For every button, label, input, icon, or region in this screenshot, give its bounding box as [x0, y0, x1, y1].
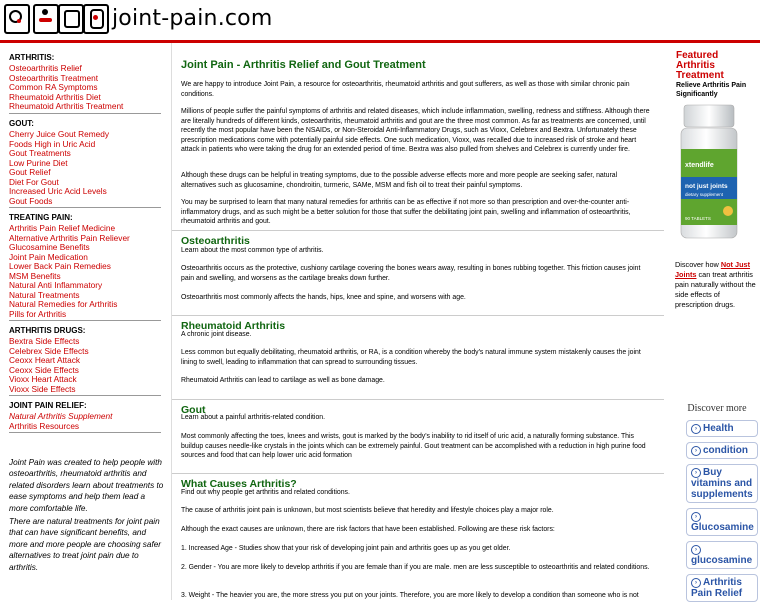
magnifier-logo-icon[interactable]	[4, 4, 30, 34]
sidebar-link[interactable]: Gout Foods	[9, 195, 53, 206]
featured-title[interactable]: Featured Arthritis Treatment	[676, 50, 724, 81]
risk-factor: 3. Weight - The heavier you are, the more stress you put on your joints. Therefore, you are more likely to develop a condition than someone who is not	[181, 592, 639, 599]
section-paragraph: Although the exact causes are unknown, there are risk factors that have been established. Following are these risk factors:	[181, 526, 555, 533]
arrow-circle-icon: ›	[691, 424, 701, 434]
sidebar-link[interactable]: Joint Pain Medication	[9, 251, 88, 262]
discover-label: Arthritis Pain Relief	[691, 577, 743, 599]
page-title: Joint Pain - Arthritis Relief and Gout Treatment	[181, 59, 426, 71]
risk-factor: 2. Gender - You are more likely to develop arthritis if you are female than if you are male. men are less susceptible to osteoarthritis and related conditions.	[181, 564, 650, 571]
sidebar-link[interactable]: Pills for Arthritis	[9, 308, 67, 319]
desc-pre: Discover how	[675, 260, 721, 269]
discover-glucosamine-button[interactable]	[686, 508, 758, 536]
sidebar-link[interactable]: Rheumatoid Arthritis Diet	[9, 91, 101, 102]
sidebar-link[interactable]: Diet For Gout	[9, 176, 59, 187]
discover-more-box	[676, 403, 758, 607]
sidebar-link[interactable]: Low Purine Diet	[9, 157, 68, 168]
sidebar-link[interactable]: Ceoxx Heart Attack	[9, 355, 81, 365]
sidebar-link[interactable]: Natural Treatments	[9, 289, 80, 300]
sidebar-link[interactable]: Gout Treatments	[9, 148, 71, 158]
intro-paragraph: You may be surprised to learn that many natural remedies for arthritis can be as effective if not more so than prescription and over-the-counter anti-inflammatory drugs, and as such might be a better solution for those that suffer the debilitating joint pain, swelling and inflammation of osteoarthritis, rheumatoid arthritis and gout.	[181, 199, 631, 226]
about-paragraph: There are natural treatments for joint pain that can have significant benefits, and more and more people are choosing safer alternatives to treat joint pain due to arthritis.	[9, 517, 162, 572]
sidebar-link[interactable]: Gout Relief	[9, 167, 51, 177]
section-paragraph: Most commonly affecting the toes, knees and wrists, gout is marked by the body's inability to rid itself of uric acid, a naturally forming substance. This buildup causes needle-like crystals in the joints which can be extremely painful. Gout treatment can be accomplished with a reduction in high purine food sources and food that can help lower uric acid formation	[181, 433, 646, 460]
about-paragraph: Joint Pain was created to help people with osteoarthritis, rheumatoid arthritis and related disorders learn about treatments to ease symptoms and help them lead a more comfortable life.	[9, 458, 164, 513]
arrow-circle-icon: ›	[691, 446, 701, 456]
heading-text: Osteoarthritis	[181, 235, 250, 247]
bottle-count: 90 TABLETS	[685, 216, 711, 221]
main-content	[172, 43, 665, 600]
sidebar-link[interactable]: Alternative Arthritis Pain Reliever	[9, 232, 130, 243]
intro-paragraph: Millions of people suffer the painful symptoms of arthritis and related diseases, which include inflammation, swelling, redness and stiffness. Although there are literally hundreds of different kinds, osteoarthritis, rheumatoid arthritis and gout are the three most common. As far as treatments are concerned, until recently the most popular have been the NSAIDs, or Non-Steroidal Anti-Inflammatory Drugs, such as Vioxx, Celebrex and Bextra. Unfortunately these prescription medications come with potentially painful side effects. One such medication, Vioxx, was recalled due to increased risk of stroke and heart attack in patients who were taking the drug for an extended period of time. Bextra was also pulled from shelves and Celebrex is currently under fire.	[181, 108, 650, 154]
intro-paragraph: Although these drugs can be helpful in treating symptoms, due to the possible adverse effects more and more people are seeking safer, natural alternatives such as glucosamine, chondroitin, turmeric, SAMe, MSM and fish oil to treat their painful symptoms.	[181, 172, 618, 189]
sidebar-link[interactable]: Glucosamine Benefits	[9, 242, 90, 252]
bottle-brand: xtendlife	[685, 162, 714, 169]
sidebar-link[interactable]: Common RA Symptoms	[9, 82, 98, 92]
sidebar-link[interactable]: Vioxx Heart Attack	[9, 374, 77, 384]
section-lead: Learn about a painful arthritis-related condition.	[181, 414, 326, 421]
discover-condition-button[interactable]	[686, 442, 758, 459]
seal-icon	[723, 206, 733, 216]
section-paragraph: The cause of arthritis joint pain is unknown, but most scientists believe that heredity and lifestyle choices play a major role.	[181, 507, 554, 514]
sidebar-link[interactable]: Natural Arthritis Supplement	[9, 411, 113, 421]
sidebar-link[interactable]: Arthritis Resources	[9, 420, 80, 431]
sidebar-link[interactable]: Natural Anti Inflammatory	[9, 280, 103, 290]
section-paragraph: Osteoarthritis occurs as the protective, cushiony cartilage covering the bones wears away, resulting in bones rubbing together. This friction causes joint pain and swelling, and worsens as the cartilage breaks down further.	[181, 265, 641, 282]
section-title-arthritis-drugs: ARTHRITIS DRUGS:	[9, 326, 86, 335]
discover-vitamins-button[interactable]	[686, 464, 758, 503]
sidebar-link[interactable]: Vioxx Side Effects	[9, 383, 76, 394]
sidebar-link[interactable]: Bextra Side Effects	[9, 336, 80, 346]
section-title-treating-pain: TREATING PAIN:	[9, 213, 73, 222]
figure-logo-icon[interactable]	[33, 4, 59, 34]
sidebar-link[interactable]: Cherry Juice Gout Remedy	[9, 129, 110, 139]
heading-text: Rheumatoid Arthritis	[181, 320, 286, 332]
site-header	[0, 0, 760, 42]
hand-logo-icon[interactable]	[58, 4, 84, 34]
discover-arthritis-pain-relief-button[interactable]	[686, 574, 758, 602]
sidebar-link[interactable]: Lower Back Pain Remedies	[9, 261, 111, 271]
bottle-kind: dietary supplement	[685, 192, 724, 197]
sidebar-link[interactable]: Osteoarthritis Relief	[9, 63, 82, 73]
discover-label: glucosamine	[691, 555, 753, 566]
arrow-circle-icon: ›	[691, 545, 701, 555]
sidebar-link[interactable]: Arthritis Pain Relief Medicine	[9, 223, 116, 233]
discover-health-button[interactable]	[686, 420, 758, 437]
discover-more-title: Discover more	[687, 403, 747, 414]
sidebar-divider	[9, 432, 161, 433]
section-paragraph: Osteoarthritis most commonly affects the hands, hips, knee and spine, and worsens with age.	[181, 294, 466, 301]
arrow-circle-icon: ›	[691, 468, 701, 478]
arrow-circle-icon: ›	[691, 578, 701, 588]
sidebar-divider	[9, 320, 161, 321]
discover-label: condition	[703, 445, 748, 456]
section-lead: A chronic joint disease.	[181, 331, 252, 338]
discover-label: Health	[703, 423, 734, 434]
section-title-joint-pain-relief: JOINT PAIN RELIEF:	[9, 401, 87, 410]
discover-label: Glucosamine	[691, 522, 754, 533]
not-just-joints-link[interactable]: Not Just Joints	[675, 260, 751, 279]
discover-label: Buy vitamins and supplements	[691, 467, 753, 500]
risk-factor: 1. Increased Age - Studies show that your risk of developing joint pain and arthritis goes up as you get older.	[181, 545, 511, 552]
discover-glucosamine-lower-button[interactable]	[686, 541, 758, 569]
sidebar-link[interactable]: Osteoarthritis Treatment	[9, 72, 98, 83]
heading-text: Gout	[181, 404, 206, 416]
bottle-product: not just joints	[685, 183, 728, 190]
left-sidebar	[0, 43, 172, 600]
section-title-gout: GOUT:	[9, 119, 34, 128]
sidebar-link[interactable]: Increased Uric Acid Levels	[9, 186, 107, 196]
sidebar-link[interactable]: Celebrex Side Effects	[9, 345, 89, 356]
sidebar-divider	[9, 113, 161, 114]
section-paragraph: Rheumatoid Arthritis can lead to cartilage as well as bone damage.	[181, 377, 385, 384]
intro-paragraph: We are happy to introduce Joint Pain, a resource for osteoarthritis, rheumatoid arthritis and gout sufferers, as well as those with similar chronic pain conditions.	[181, 81, 630, 98]
joint-logo-icon[interactable]	[83, 4, 109, 34]
sidebar-link[interactable]: MSM Benefits	[9, 270, 61, 281]
desc-post: can treat arthritis pain naturally without the side effects of prescription drugs.	[675, 270, 756, 309]
site-name[interactable]: joint-pain.com	[112, 6, 273, 31]
sidebar-divider	[9, 207, 161, 208]
section-paragraph: Less common but equally debilitating, rheumatoid arthritis, or RA, is a condition whereby the body's natural immune system mistakenly causes the joint lining to swell, leading to inflammation that can spread to surrounding tissues.	[181, 349, 641, 366]
section-title-arthritis: ARTHRITIS:	[9, 53, 55, 62]
sidebar-link[interactable]: Rheumatoid Arthritis Treatment	[9, 101, 124, 111]
sidebar-link[interactable]: Foods High in Uric Acid	[9, 138, 96, 149]
featured-description	[675, 260, 757, 310]
sidebar-link[interactable]: Ceoxx Side Effects	[9, 364, 79, 375]
heading-text: What Causes Arthritis?	[181, 478, 297, 490]
sidebar-link[interactable]: Natural Remedies for Arthritis	[9, 299, 118, 309]
section-lead: Find out why people get arthritis and related conditions.	[181, 489, 350, 496]
arrow-circle-icon: ›	[691, 512, 701, 522]
section-lead: Learn about the most common type of arthritis.	[181, 247, 324, 254]
right-sidebar	[666, 43, 760, 600]
sidebar-divider	[9, 395, 161, 396]
featured-subtitle: Relieve Arthritis Pain Significantly	[676, 82, 747, 98]
